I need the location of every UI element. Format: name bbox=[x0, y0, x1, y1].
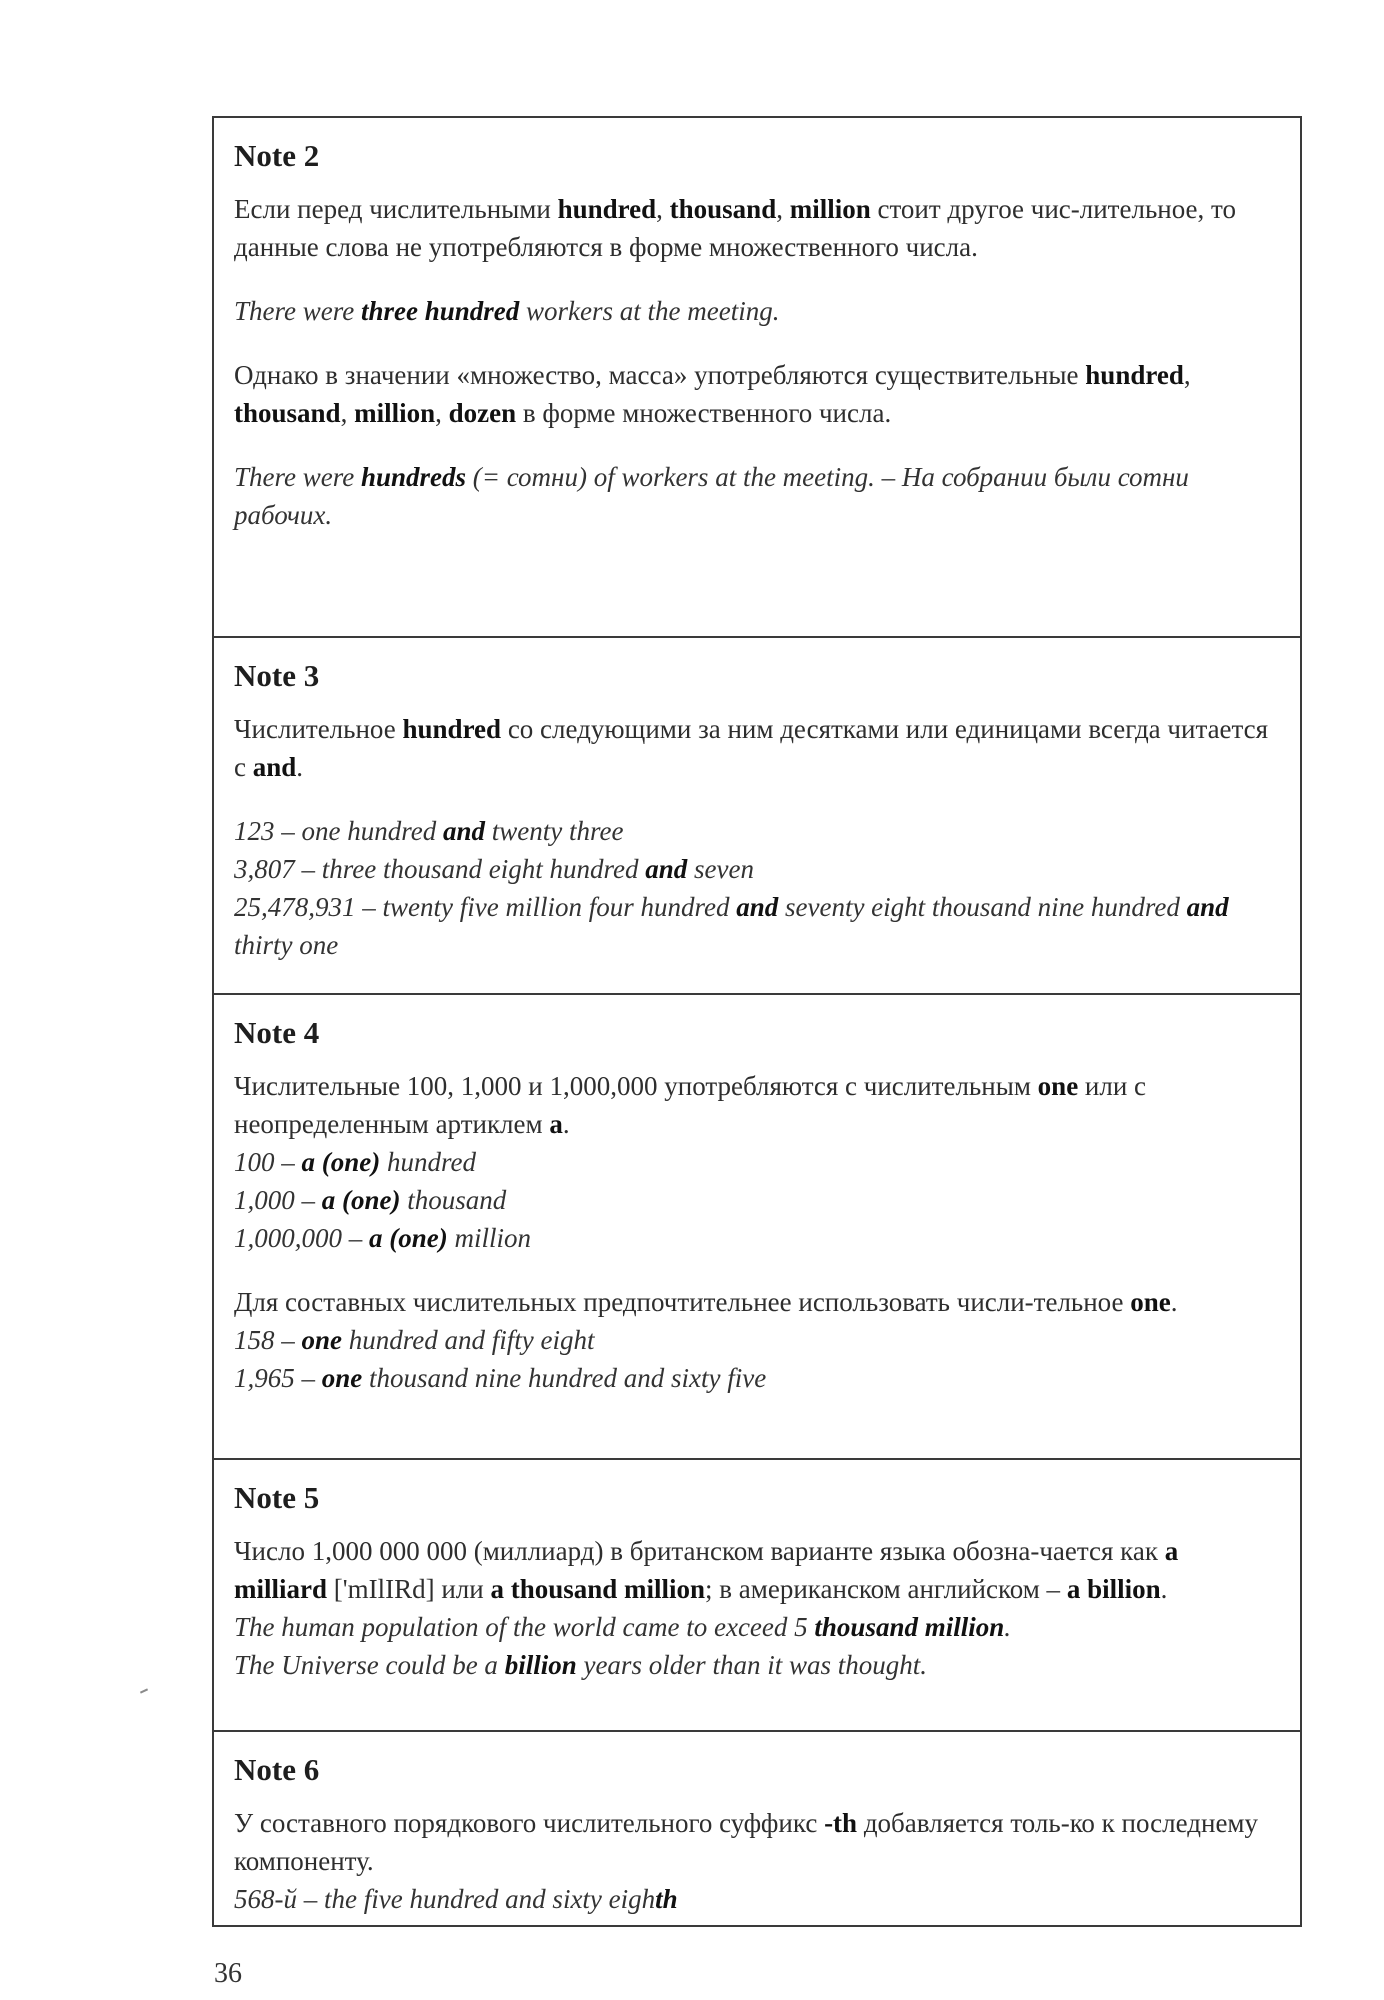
example-line: 1,000,000 – a (one) million bbox=[234, 1223, 531, 1253]
note-paragraph: Числительное hundred со следующими за ним десятками или единицами всегда читается с and. bbox=[234, 714, 1269, 782]
note-paragraph: Однако в значении «множество, масса» употребляются существительные hundred, thousand, million, dozen в форме множественного числа. bbox=[234, 360, 1191, 428]
example-line: There were hundreds (= сотни) of workers at the meeting. – На собрании были сотни рабочих. bbox=[234, 462, 1189, 530]
example-line: 158 – one hundred and fifty eight bbox=[234, 1325, 595, 1355]
note-6 bbox=[214, 1730, 1300, 1925]
example-line: 1,965 – one thousand nine hundred and sixty five bbox=[234, 1363, 767, 1393]
note-3 bbox=[214, 636, 1300, 993]
example-line: 568-й – the five hundred and sixty eighth bbox=[234, 1884, 678, 1914]
page-number: 36 bbox=[214, 1958, 242, 1989]
note-title: Note 4 bbox=[234, 1015, 320, 1050]
note-2 bbox=[214, 118, 1300, 636]
example-line: 1,000 – a (one) thousand bbox=[234, 1185, 507, 1215]
note-paragraph: Для составных числительных предпочтительнее использовать числи-тельное one. bbox=[234, 1287, 1178, 1317]
example-line: The human population of the world came to exceed 5 thousand million. bbox=[234, 1612, 1011, 1642]
note-paragraph: Числительные 100, 1,000 и 1,000,000 употребляются с числительным one или с неопределенным артиклем a. bbox=[234, 1071, 1147, 1139]
note-title: Note 2 bbox=[234, 138, 320, 173]
example-line: The Universe could be a billion years older than it was thought. bbox=[234, 1650, 927, 1680]
example-line: 25,478,931 – twenty five million four hundred and seventy eight thousand nine hundred and thirty one bbox=[234, 892, 1229, 960]
example-line: 123 – one hundred and twenty three bbox=[234, 816, 624, 846]
note-5 bbox=[214, 1458, 1300, 1730]
note-paragraph: У составного порядкового числительного суффикс -th добавляется толь-ко к последнему компоненту. bbox=[234, 1808, 1259, 1876]
note-4 bbox=[214, 993, 1300, 1458]
note-paragraph: Число 1,000 000 000 (миллиард) в британском варианте языка обозна-чается как a milliard ['mIlIRd] или a thousand million; в американском английском – a billion. bbox=[234, 1536, 1179, 1604]
note-paragraph: Если перед числительными hundred, thousand, million стоит другое чис-лительное, то данные слова не употребляются в форме множественного числа. bbox=[234, 194, 1236, 262]
note-title: Note 5 bbox=[234, 1480, 320, 1515]
scan-speck bbox=[140, 1688, 148, 1693]
example-line: 100 – a (one) hundred bbox=[234, 1147, 476, 1177]
notes-table bbox=[212, 116, 1302, 1927]
note-title: Note 3 bbox=[234, 658, 320, 693]
example-line: There were three hundred workers at the meeting. bbox=[234, 296, 780, 326]
note-title: Note 6 bbox=[234, 1752, 320, 1787]
example-line: 3,807 – three thousand eight hundred and seven bbox=[234, 854, 754, 884]
